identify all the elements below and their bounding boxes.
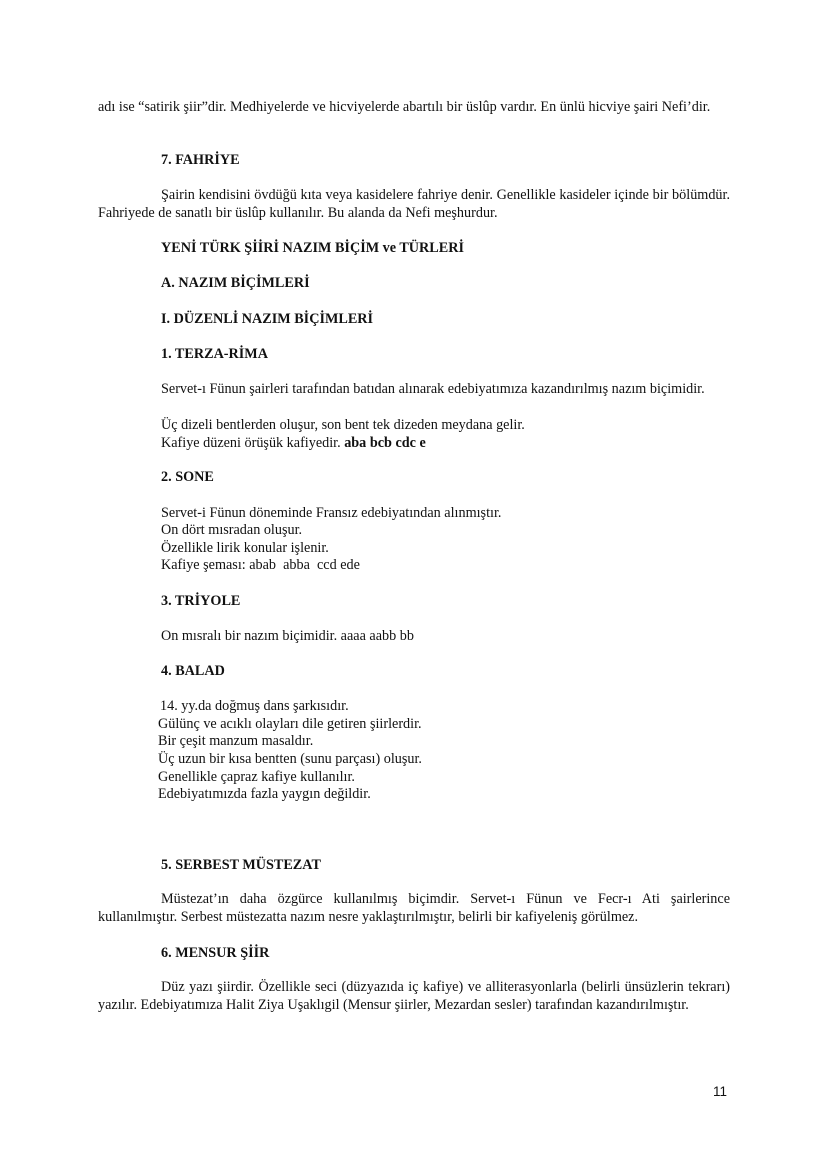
sone-line: Özellikle lirik konular işlenir. [161,540,329,556]
rhyme-label: Kafiye düzeni örüşük kafiyedir. [161,435,345,451]
sone-line: Servet-i Fünun döneminde Fransız edebiyatından alınmıştır. [161,505,502,521]
section-i-heading: I. DÜZENLİ NAZIM BİÇİMLERİ [161,311,374,327]
rhyme-scheme: aba bcb cdc e [344,435,426,451]
terza-rima-paragraph: Servet-ı Fünun şairleri tarafından batıdan alınarak edebiyatımıza kazandırılmış nazım biçimidir. [161,381,705,397]
triyole-line: On mısralı bir nazım biçimidir. aaaa aabb bb [161,628,414,644]
mensur-siir-paragraph: Düz yazı şiirdir. Özellikle seci (düzyazıda iç kafiye) ve alliterasyonlarla (belirli ünsüzlerin tekrarı) yazılır. Edebiyatımıza Halit Ziya Uşaklıgil (Mensur şiirler, Mezardan sesler) tarafından kazandırılmıştır. [98,979,730,1013]
sone-heading: 2. SONE [161,469,214,485]
serbest-mustezat-paragraph: Müstezat’ın daha özgürce kullanılmış biçimdir. Servet-ı Fünun ve Fecr-ı Ati şairlerince kullanılmıştır. Serbest müstezatta nazım nesre yaklaştırılmıştır, belirli bir kafiyeleniş görülmez. [98,891,730,925]
terza-rima-rhyme-line [161,434,426,452]
fahriye-paragraph: Şairin kendisini övdüğü kıta veya kasidelere fahriye denir. Genellikle kasideler içinde bir bölümdür. Fahriyede de sanatlı bir üslûp kullanılır. Bu alanda da Nefi meşhurdur. [98,187,730,221]
balad-line: 14. yy.da doğmuş dans şarkısıdır. [160,698,349,714]
balad-line: Genellikle çapraz kafiye kullanılır. [158,769,355,785]
fahriye-heading: 7. FAHRİYE [161,152,240,168]
triyole-heading: 3. TRİYOLE [161,593,241,609]
balad-line: Bir çeşit manzum masaldır. [158,733,314,749]
sone-line: On dört mısradan oluşur. [161,522,303,538]
balad-line: Edebiyatımızda fazla yaygın değildir. [158,786,371,802]
intro-paragraph: adı ise “satirik şiir”dir. Medhiyelerde ve hicviyelerde abartılı bir üslûp vardır. En ünlü hicviye şairi Nefi’dir. [98,99,711,115]
balad-heading: 4. BALAD [161,663,225,679]
balad-line: Gülünç ve acıklı olayları dile getiren şiirlerdir. [158,716,422,732]
section-a-heading: A. NAZIM BİÇİMLERİ [161,275,310,291]
terza-rima-line: Üç dizeli bentlerden oluşur, son bent tek dizeden meydana gelir. [161,417,525,433]
page-number: 11 [713,1084,728,1099]
mensur-siir-heading: 6. MENSUR ŞİİR [161,945,270,961]
sone-line: Kafiye şeması: abab abba ccd ede [161,557,360,573]
balad-line: Üç uzun bir kısa bentten (sunu parçası) oluşur. [158,751,422,767]
serbest-mustezat-heading: 5. SERBEST MÜSTEZAT [161,857,321,873]
main-title: YENİ TÜRK ŞİİRİ NAZIM BİÇİM ve TÜRLERİ [161,240,464,256]
terza-rima-heading: 1. TERZA-RİMA [161,346,268,362]
